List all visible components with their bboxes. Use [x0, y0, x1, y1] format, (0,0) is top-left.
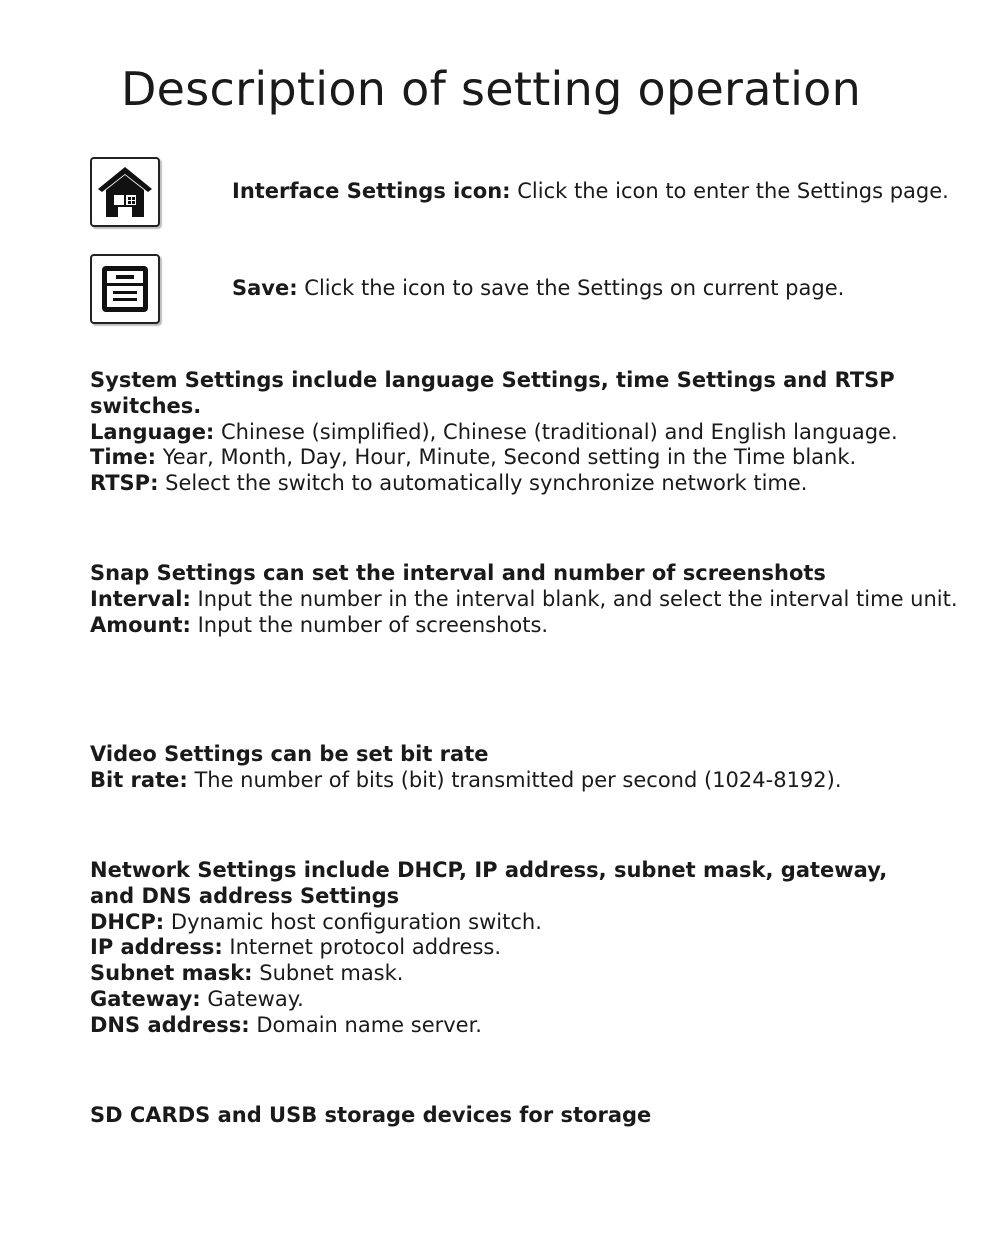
- line-label: Language:: [90, 419, 215, 444]
- icon-description-save: [232, 275, 844, 301]
- line-label: RTSP:: [90, 471, 159, 496]
- line-label: Subnet mask:: [90, 961, 253, 986]
- line-label: IP address:: [90, 935, 223, 960]
- section-heading: Video Settings can be set bit rate: [90, 742, 489, 766]
- network-settings-section: [90, 858, 887, 1039]
- dhcp-line: [90, 910, 887, 936]
- line-label: Gateway:: [90, 986, 201, 1011]
- language-line: [90, 420, 1000, 446]
- icon-text: Click the icon to save the Settings on current page.: [297, 276, 845, 300]
- storage-section: [90, 1103, 651, 1129]
- dns-address-line: [90, 1013, 887, 1039]
- line-label: Interval:: [90, 586, 191, 611]
- amount-line: [90, 613, 958, 639]
- line-text: Chinese (simplified), Chinese (traditional) and English language.: [214, 419, 898, 444]
- section-heading: Snap Settings can set the interval and number of screenshots: [90, 561, 826, 585]
- page-title: Description of setting operation: [120, 62, 862, 116]
- line-label: DNS address:: [90, 1012, 250, 1037]
- section-heading: Network Settings include DHCP, IP address, subnet mask, gateway, and DNS address Settings: [90, 858, 888, 908]
- ip-address-line: [90, 935, 887, 961]
- line-text: Subnet mask.: [252, 961, 404, 986]
- gateway-line: [90, 987, 887, 1013]
- line-text: Select the switch to automatically synchronize network time.: [158, 471, 808, 496]
- subnet-mask-line: [90, 961, 887, 987]
- icon-label: Save:: [232, 276, 298, 300]
- line-text: Input the number of screenshots.: [190, 612, 549, 637]
- snap-settings-section: [90, 561, 958, 638]
- line-label: Time:: [90, 445, 157, 470]
- icon-description-settings: [232, 178, 949, 204]
- line-text: Gateway.: [200, 986, 304, 1011]
- bit-rate-line: [90, 768, 842, 794]
- video-settings-section: [90, 742, 842, 794]
- house-settings-icon[interactable]: [90, 157, 160, 227]
- time-line: [90, 445, 1000, 471]
- save-icon[interactable]: [90, 254, 160, 324]
- interval-line: [90, 587, 958, 613]
- system-settings-section: [90, 368, 1000, 497]
- line-label: DHCP:: [90, 909, 165, 934]
- icon-text: Click the icon to enter the Settings page.: [510, 179, 949, 203]
- line-label: Bit rate:: [90, 767, 188, 792]
- line-text: The number of bits (bit) transmitted per second (1024-8192).: [187, 767, 842, 792]
- line-text: Dynamic host configuration switch.: [164, 909, 542, 934]
- section-heading: System Settings include language Settings, time Settings and RTSP switches.: [90, 368, 895, 418]
- line-text: Domain name server.: [249, 1012, 482, 1037]
- rtsp-line: [90, 471, 1000, 497]
- line-text: Year, Month, Day, Hour, Minute, Second setting in the Time blank.: [156, 445, 857, 470]
- line-text: Input the number in the interval blank, and select the interval time unit.: [190, 586, 958, 611]
- section-heading: SD CARDS and USB storage devices for storage: [90, 1103, 652, 1127]
- icon-label: Interface Settings icon:: [232, 179, 511, 203]
- line-text: Internet protocol address.: [222, 935, 501, 960]
- line-label: Amount:: [90, 612, 191, 637]
